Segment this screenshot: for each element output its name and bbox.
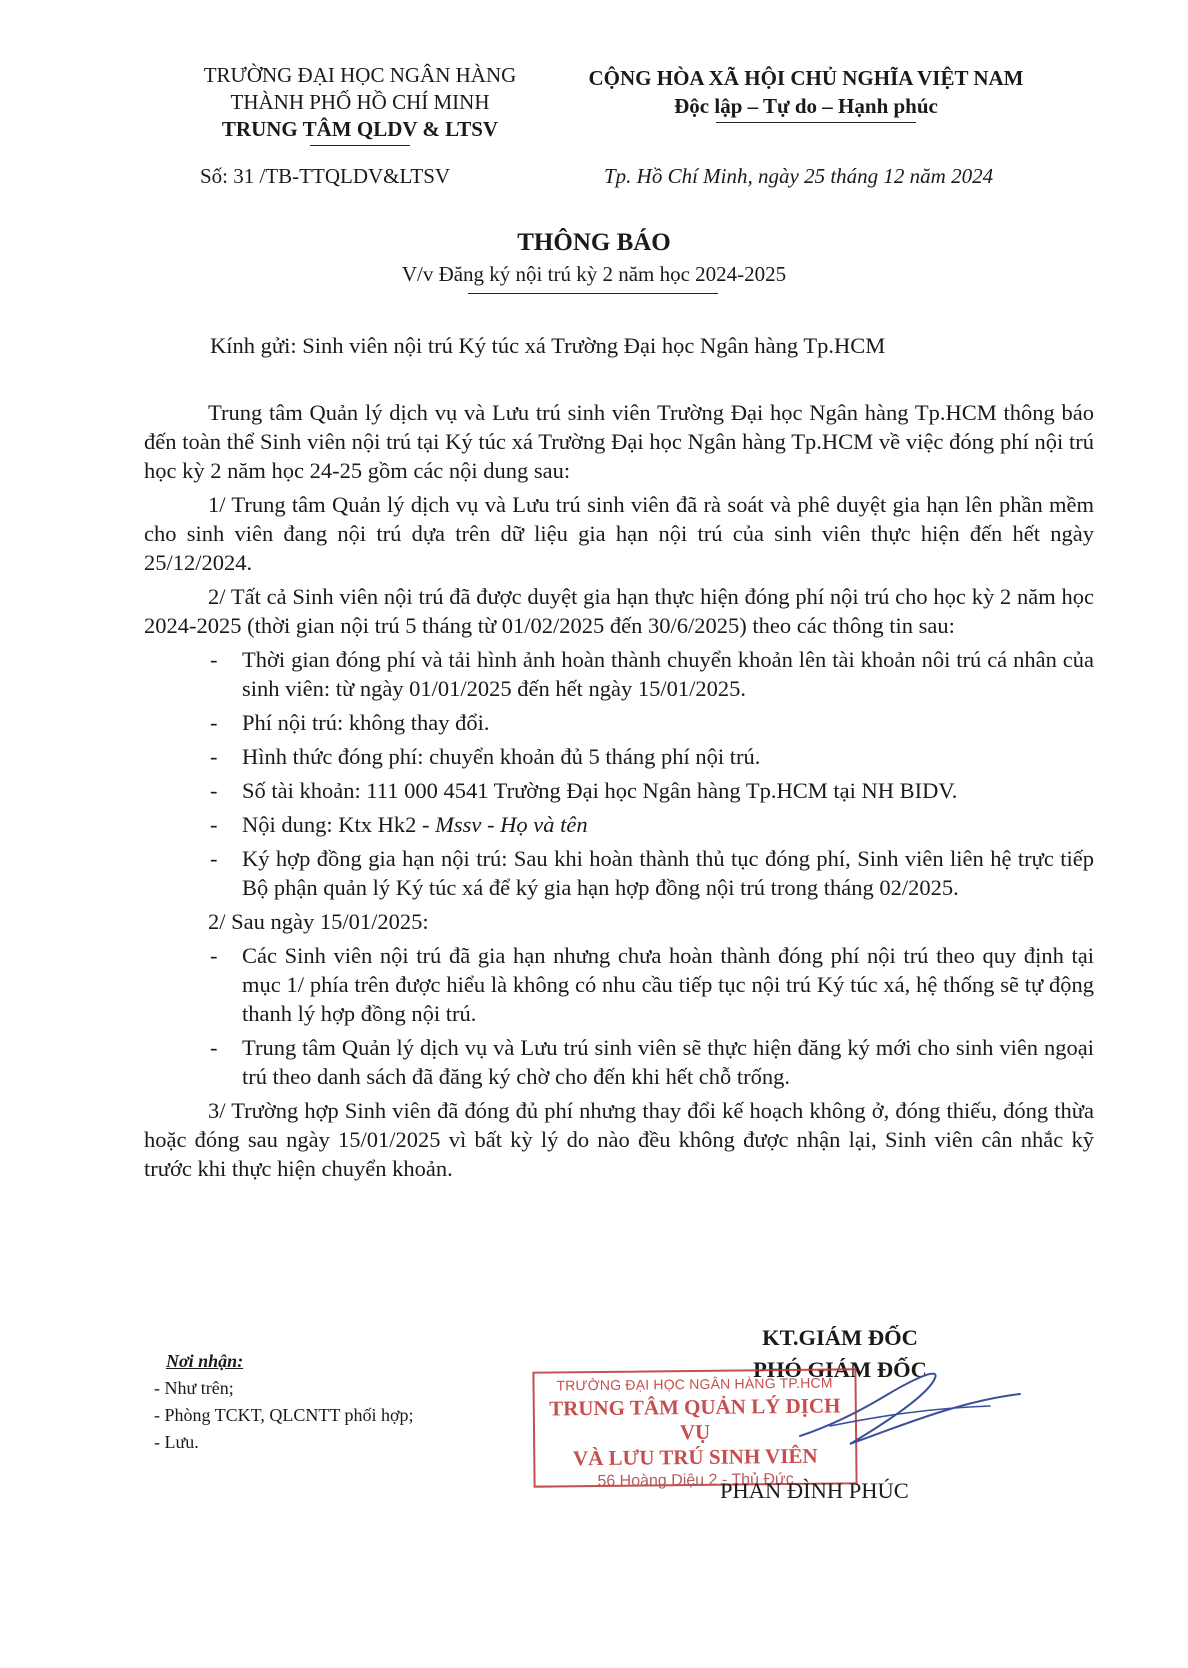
national-motto — [556, 64, 1056, 123]
stamp-line-1: TRƯỜNG ĐẠI HỌC NGÂN HÀNG TP.HCM — [556, 1374, 833, 1394]
list-item: - Số tài khoản: 111 000 4541 Trường Đại học Ngân hàng Tp.HCM tại NH BIDV. — [210, 778, 958, 803]
place-date: Tp. Hồ Chí Minh, ngày 25 tháng 12 năm 2024 — [604, 164, 994, 188]
stamp-line-4: 56 Hoàng Diệu 2 - Thủ Đức — [597, 1470, 794, 1491]
section-4-paragraph: 3/ Trường hợp Sinh viên đã đóng đủ phí nhưng thay đổi kế hoạch không ở, đóng thiếu, đóng thừa hoặc đóng sau ngày 15/01/2025 vì bất kỳ lý do nào đều không được nhận lại, Sinh viên cân nhắc kỹ trước khi thực hiện chuyển khoản. — [144, 1098, 1094, 1181]
list-item: - Phí nội trú: không thay đổi. — [210, 710, 490, 735]
section-2-paragraph: 2/ Tất cả Sinh viên nội trú đã được duyệt gia hạn thực hiện đóng phí nội trú cho học kỳ 2 năm học 2024-2025 (thời gian nội trú 5 tháng từ 01/02/2025 đến 30/6/2025) theo các thông tin sau: — [144, 584, 1094, 638]
section-3-heading: 2/ Sau ngày 15/01/2025: — [208, 909, 429, 934]
document-number: Số: 31 /TB-TTQLDV&LTSV — [200, 164, 451, 188]
recipients-heading: Nơi nhận: — [166, 1351, 244, 1371]
document-subtitle: V/v Đăng ký nội trú kỳ 2 năm học 2024-2025 — [401, 262, 787, 286]
list-item: - Các Sinh viên nội trú đã gia hạn nhưng chưa hoàn thành đóng phí nội trú theo quy định tại mục 1/ phía trên được hiểu là không có nhu cầu tiếp tục nội trú Ký túc xá, hệ thống sẽ tự động thanh lý hợp đồng nội trú. — [210, 943, 1094, 1026]
list-item: - Trung tâm Quản lý dịch vụ và Lưu trú sinh viên sẽ thực hiện đăng ký mới cho sinh viên ngoại trú theo danh sách đã đăng ký chờ cho đến khi hết chỗ trống. — [210, 1035, 1094, 1089]
document-title: THÔNG BÁO — [517, 229, 671, 256]
org-underline — [310, 145, 410, 146]
section-1-paragraph: 1/ Trung tâm Quản lý dịch vụ và Lưu trú sinh viên đã rà soát và phê duyệt gia hạn lên phần mềm cho sinh viên đang nội trú dựa trên dữ liệu gia hạn nội trú của sinh viên thực hiện đến hết ngày 25/12/2024. — [144, 492, 1094, 575]
payment-info-list — [144, 645, 1094, 902]
list-item: - Hình thức đóng phí: chuyển khoản đủ 5 tháng phí nội trú. — [210, 744, 761, 769]
recipient-item: - Như trên; — [154, 1378, 234, 1398]
stamp-line-3: VÀ LƯU TRÚ SINH VIÊN — [572, 1443, 818, 1471]
recipient-item: - Lưu. — [154, 1432, 199, 1452]
recipient-item: - Phòng TCKT, QLCNTT phối hợp; — [154, 1405, 414, 1425]
motto-underline — [716, 122, 916, 123]
list-item: - Thời gian đóng phí và tải hình ảnh hoàn thành chuyển khoản lên tài khoản nôi trú cá nhân của sinh viên: từ ngày 01/01/2025 đến hết ngày 15/01/2025. — [210, 647, 1094, 701]
title-underline — [468, 293, 718, 294]
org-line-1: TRƯỜNG ĐẠI HỌC NGÂN HÀNG — [203, 63, 517, 87]
stamp-line-2: TRUNG TÂM QUẢN LÝ DỊCH VỤ — [549, 1393, 841, 1445]
issuing-organization — [160, 62, 560, 146]
signer-name: PHAN ĐÌNH PHÚC — [720, 1478, 909, 1503]
list-item: - Ký hợp đồng gia hạn nội trú: Sau khi hoàn thành thủ tục đóng phí, Sinh viên liên hệ trực tiếp Bộ phận quản lý Ký túc xá để ký gia hạn hợp đồng nội trú trong tháng 02/2025. — [210, 846, 1094, 900]
org-line-2: THÀNH PHỐ HỒ CHÍ MINH — [230, 90, 490, 114]
intro-paragraph: Trung tâm Quản lý dịch vụ và Lưu trú sinh viên Trường Đại học Ngân hàng Tp.HCM thông báo đến toàn thể Sinh viên nội trú tại Ký túc xá Trường Đại học Ngân hàng Tp.HCM về việc đóng phí nội trú học kỳ 2 năm học 24-25 gồm các nội dung sau: — [144, 400, 1094, 483]
list-item: - Nội dung: Ktx Hk2 - Mssv - Họ và tên — [210, 812, 588, 837]
motto: Độc lập – Tự do – Hạnh phúc — [674, 94, 938, 118]
org-line-3: TRUNG TÂM QLDV & LTSV — [221, 117, 499, 141]
handwritten-signature — [790, 1356, 1040, 1456]
after-deadline-list — [144, 941, 1094, 1091]
recipients-block — [154, 1348, 414, 1456]
country-name: CỘNG HÒA XÃ HỘI CHỦ NGHĨA VIỆT NAM — [588, 66, 1024, 90]
addressee-line: Kính gửi: Sinh viên nội trú Ký túc xá Trường Đại học Ngân hàng Tp.HCM — [210, 333, 886, 358]
document-body — [144, 398, 1094, 1188]
signer-title-line-1: KT.GIÁM ĐỐC — [762, 1325, 918, 1350]
signer-title-line-2: PHÓ GIÁM ĐỐC — [753, 1357, 927, 1382]
